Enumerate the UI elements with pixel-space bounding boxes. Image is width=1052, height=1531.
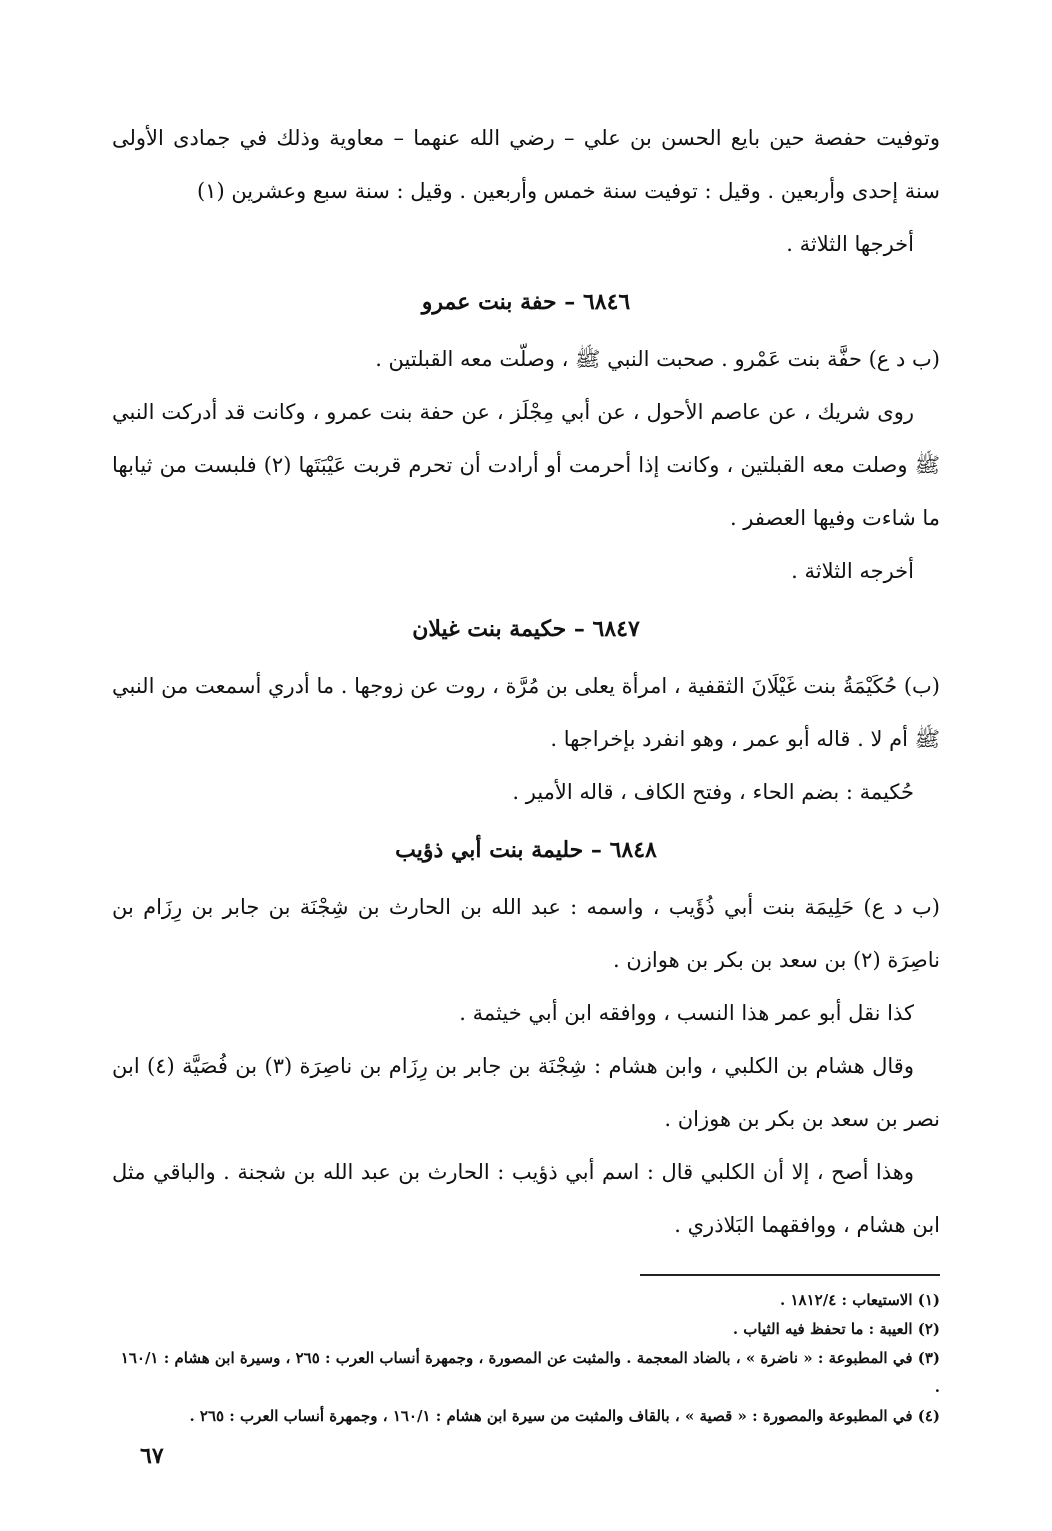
- paragraph: (ب د ع) حفَّة بنت عَمْرو . صحبت النبي ﷺ ، وصلّت معه القبلتين .: [375, 347, 940, 371]
- paragraph: وتوفيت حفصة حين بايع الحسن بن علي – رضي الله عنهما – معاوية وذلك في جمادى الأولى سنة إحدى وأربعين . وقيل : توفيت سنة خمس وأربعين . وقيل : سنة سبع وعشرين (١): [112, 126, 940, 203]
- paragraph: كذا نقل أبو عمر هذا النسب ، ووافقه ابن أبي خيثمة .: [459, 1001, 914, 1025]
- entry-heading: ٦٨٤٧ – حكيمة بنت غيلان: [412, 616, 640, 642]
- page-number: ٦٧: [140, 1443, 164, 1469]
- body-text: [112, 112, 940, 1252]
- entry-heading: ٦٨٤٦ – حفة بنت عمرو: [421, 289, 631, 315]
- paragraph: وقال هشام بن الكلبي ، وابن هشام : شِجْنَة بن جابر بن رِزَام بن ناصِرَة (٣) بن فُصَيَّة (٤) ابن نصر بن سعد بن بكر بن هوزان .: [112, 1054, 940, 1131]
- footnote: (٣) في المطبوعة : « ناضرة » ، بالضاد المعجمة . والمثبت عن المصورة ، وجمهرة أنساب العرب : ٢٦٥ ، وسيرة ابن هشام : ١٦٠/١ .: [120, 1349, 940, 1396]
- footnote-separator: [640, 1274, 940, 1276]
- entry-heading: ٦٨٤٨ – حليمة بنت أبي ذؤيب: [395, 837, 657, 863]
- paragraph: (ب د ع) حَلِيمَة بنت أبي ذُؤَيب ، واسمه : عبد الله بن الحارث بن شِجْنَة بن جابر بن رِزَام بن ناصِرَة (٢) بن سعد بن بكر بن هوازن .: [112, 895, 940, 972]
- footnotes: [112, 1286, 940, 1431]
- footnote: (١) الاستيعاب : ١٨١٢/٤ .: [780, 1291, 940, 1309]
- paragraph: أخرجه الثلاثة .: [791, 559, 914, 583]
- footnote: (٢) العيبة : ما تحفظ فيه الثياب .: [732, 1320, 940, 1338]
- paragraph: حُكيمة : بضم الحاء ، وفتح الكاف ، قاله الأمير .: [512, 780, 914, 804]
- paragraph: (ب) حُكَيْمَةُ بنت غَيْلَانَ الثقفية ، امرأة يعلى بن مُرَّة ، روت عن زوجها . ما أدري أسمعت من النبي ﷺ أم لا . قاله أبو عمر ، وهو انفرد بإخراجها .: [112, 674, 940, 751]
- footnote: (٤) في المطبوعة والمصورة : « قصية » ، بالقاف والمثبت من سيرة ابن هشام : ١٦٠/١ ، وجمهرة أنساب العرب : ٢٦٥ .: [189, 1407, 940, 1425]
- paragraph: روى شريك ، عن عاصم الأحول ، عن أبي مِجْلَز ، عن حفة بنت عمرو ، وكانت قد أدركت النبي ﷺ وصلت معه القبلتين ، وكانت إذا أحرمت أو أرادت أن تحرم قربت عَيْبَتَها (٢) فلبست من ثيابها ما شاءت وفيها العصفر .: [112, 400, 940, 530]
- paragraph: أخرجها الثلاثة .: [786, 232, 914, 256]
- paragraph: وهذا أصح ، إلا أن الكلبي قال : اسم أبي ذؤيب : الحارث بن عبد الله بن شجنة . والباقي مثل ابن هشام ، ووافقهما البَلاذري .: [112, 1160, 940, 1237]
